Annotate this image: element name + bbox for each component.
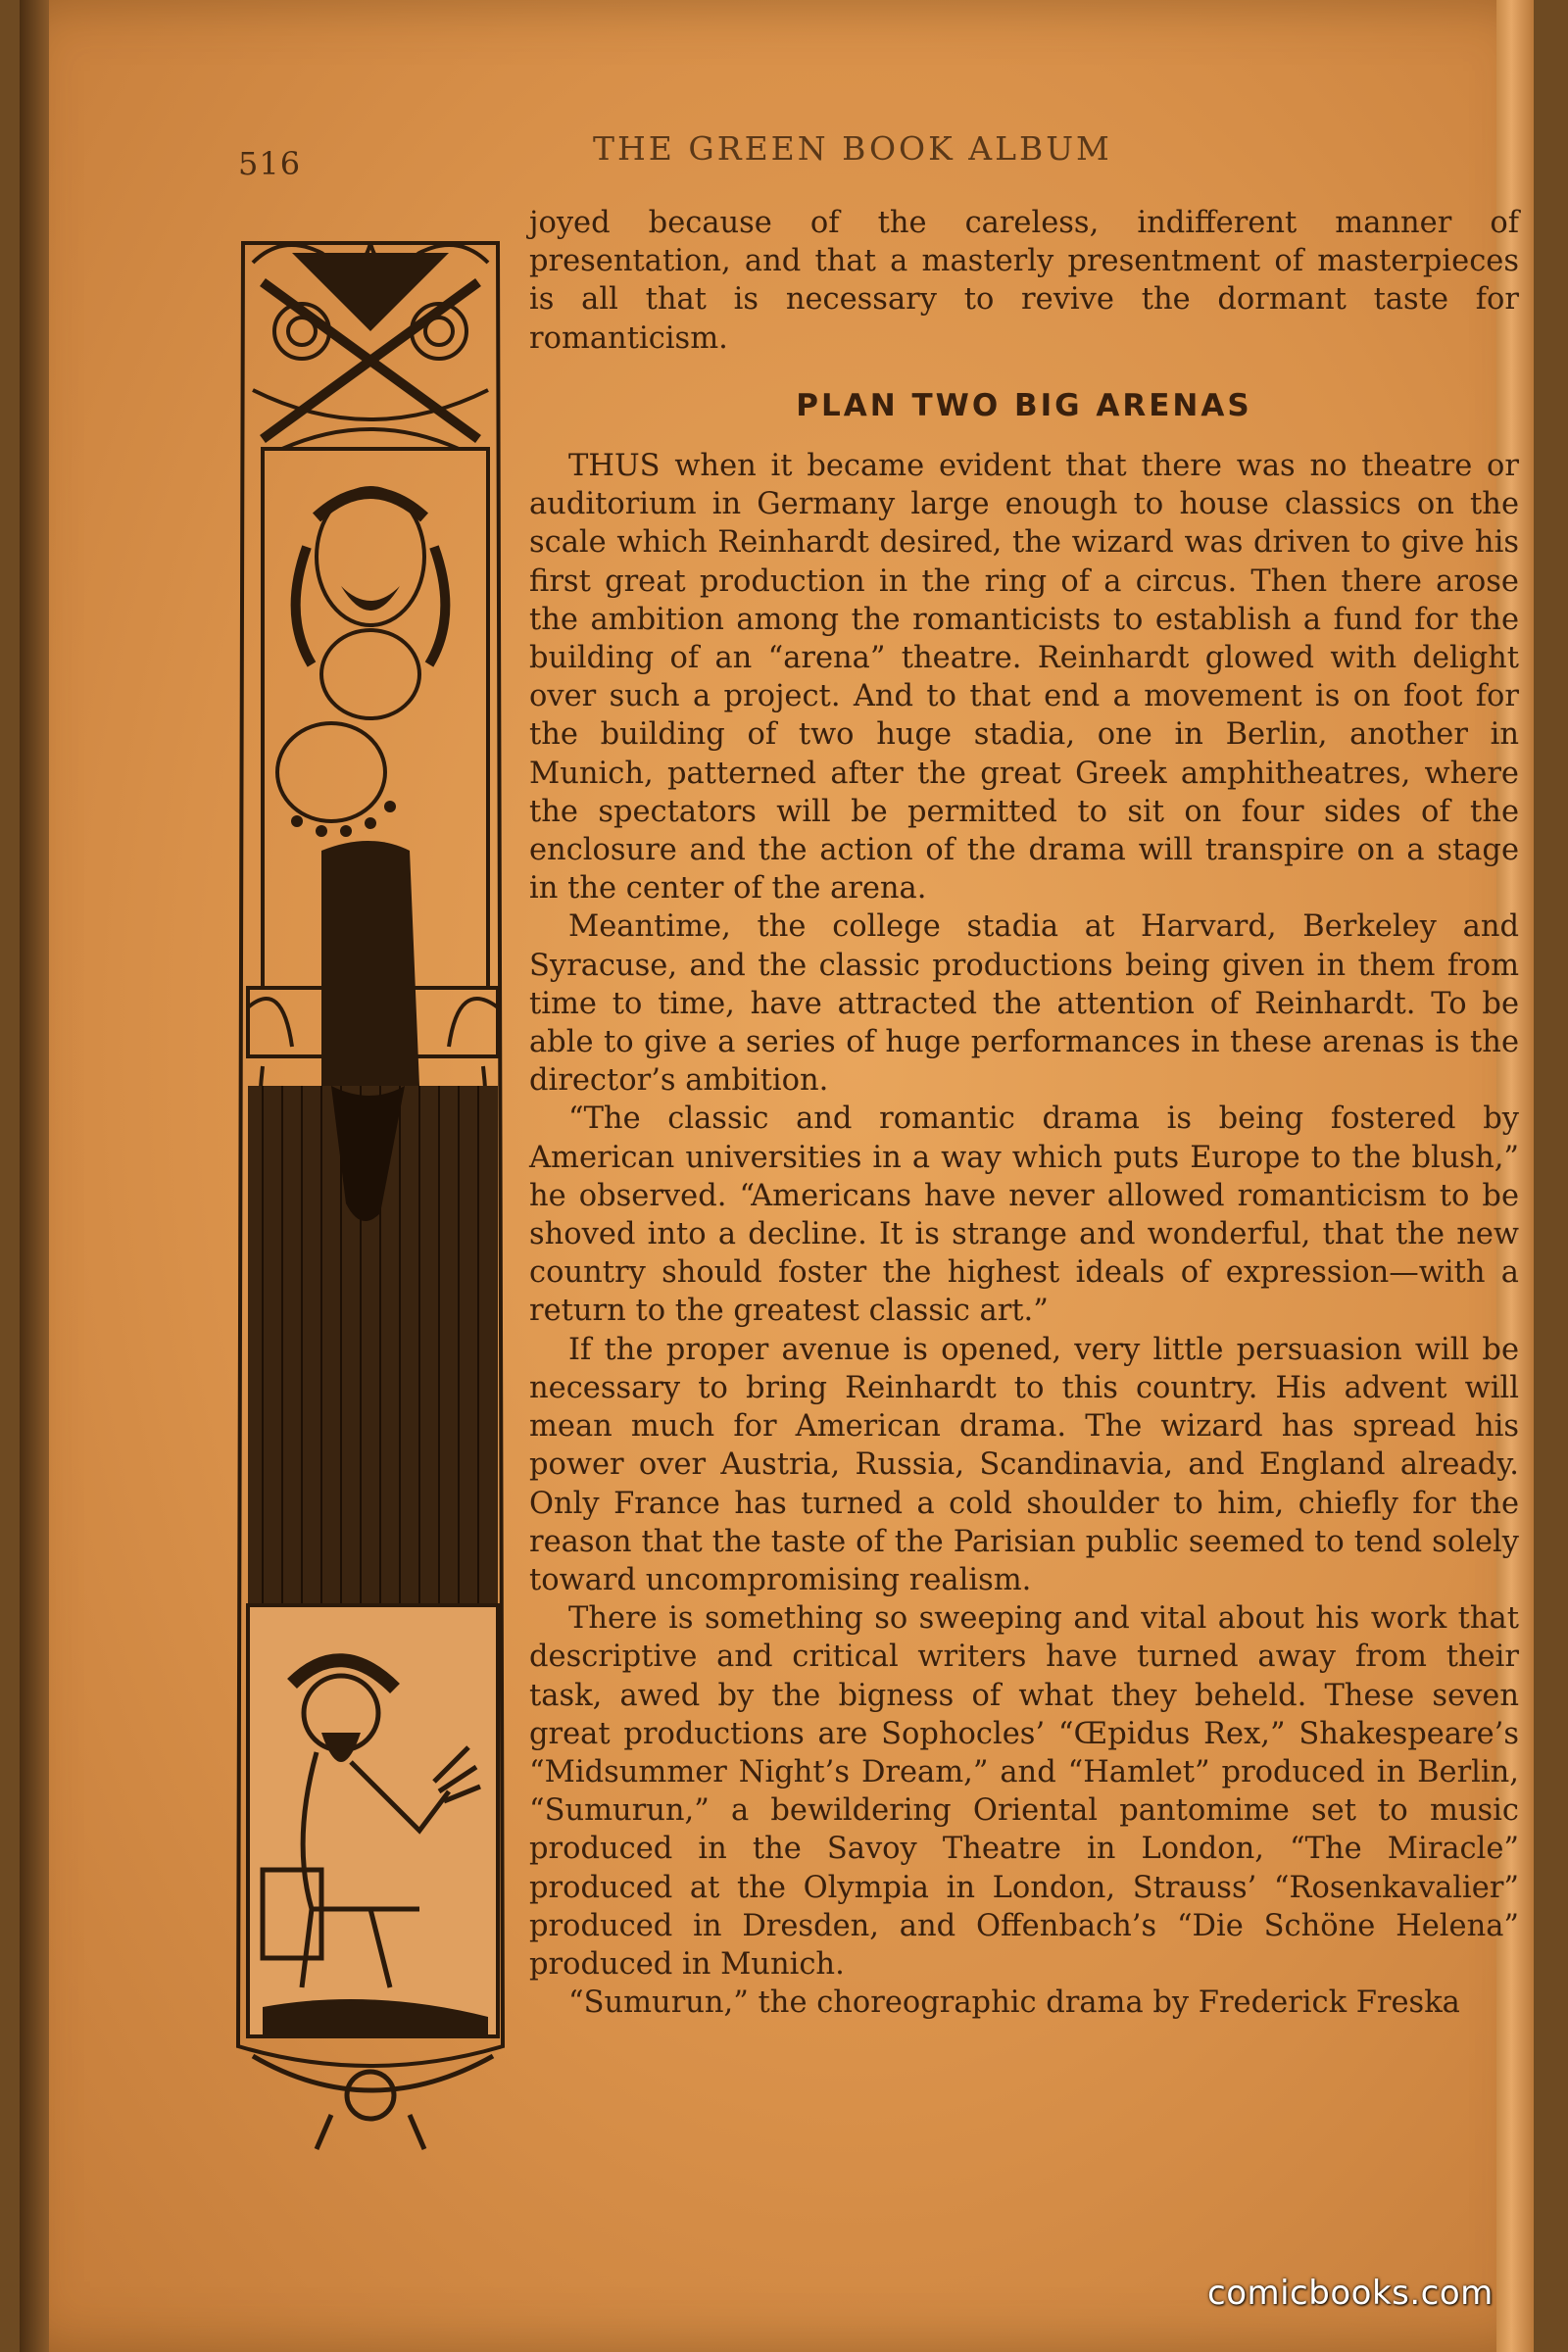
section-heading: PLAN TWO BIG ARENAS <box>796 387 1252 423</box>
paragraph: There is something so sweeping and vital about his work that descriptive and critical writers have turned away from their task, awed by the bigness of what they beheld. These seven great productions are Sophocles’ “Œpidus Rex,” Shakespeare’s “Midsummer Night’s Dream,” and “Hamlet” produced in Berlin, “Sumurun,” a bewildering Oriental pantomime set to music produced in the Savoy Theatre in London, “The Miracle” produced at the Olympia in London, Strauss’ “Rosenkavalier” produced in Dresden, and Offenbach’s “Die Schöne Helena” produced in Munich. <box>529 1601 1519 1982</box>
paragraph: If the proper avenue is opened, very little persuasion will be necessary to bring Reinhardt to this country. His advent will mean much for American drama. The wizard has spread his power over Austria, Russia, Scandinavia, and England already. Only France has turned a cold shoulder to him, chiefly for the reason that the taste of the Parisian public seemed to tend solely toward uncompromising realism. <box>529 1332 1519 1597</box>
book-page <box>20 0 1534 2352</box>
continuation-paragraph: joyed because of the careless, indifferent manner of presentation, and that a masterly presentment of masterpieces is all that is necessary to revive the dormant taste for romanticism. <box>529 206 1519 356</box>
page-edge-left <box>20 0 49 2352</box>
page-number: 516 <box>238 145 302 182</box>
site-watermark: comicbooks.com <box>1207 2274 1494 2313</box>
paragraph: “The classic and romantic drama is being fostered by American universities in a way which puts Europe to the blush,” he observed. “Americans have never allowed romanticism to be shoved into a decline. It is strange and wonderful, that the new country should foster the highest ideals of expression—with a return to the greatest classic art.” <box>529 1102 1519 1329</box>
running-title: THE GREEN BOOK ALBUM <box>593 129 1112 168</box>
paragraph: Meantime, the college stadia at Harvard, Berkeley and Syracuse, and the classic productions being given in them from time to time, have attracted the attention of Reinhardt. To be able to give a series of huge performances in these arenas is the director’s ambition. <box>529 909 1519 1099</box>
paragraph: THUS when it became evident that there was no theatre or auditorium in Germany large enough to house classics on the scale which Reinhardt desired, the wizard was driven to give his first great production in the ring of a circus. Then there arose the ambition among the romanticists to establish a fund for the building of an “arena” theatre. Reinhardt glowed with delight over such a project. And to that end a movement is on foot for the building of two huge stadia, one in Berlin, another in Munich, patterned after the great Greek amphitheatres, where the spectators will be permitted to sit on four sides of the enclosure and the action of the drama will transpire on a stage in the center of the arena. <box>529 449 1519 906</box>
decorative-border-illustration <box>223 223 517 2154</box>
paragraph: “Sumurun,” the choreographic drama by Frederick Freska <box>568 1985 1460 2021</box>
article-text-column <box>529 204 1519 2022</box>
